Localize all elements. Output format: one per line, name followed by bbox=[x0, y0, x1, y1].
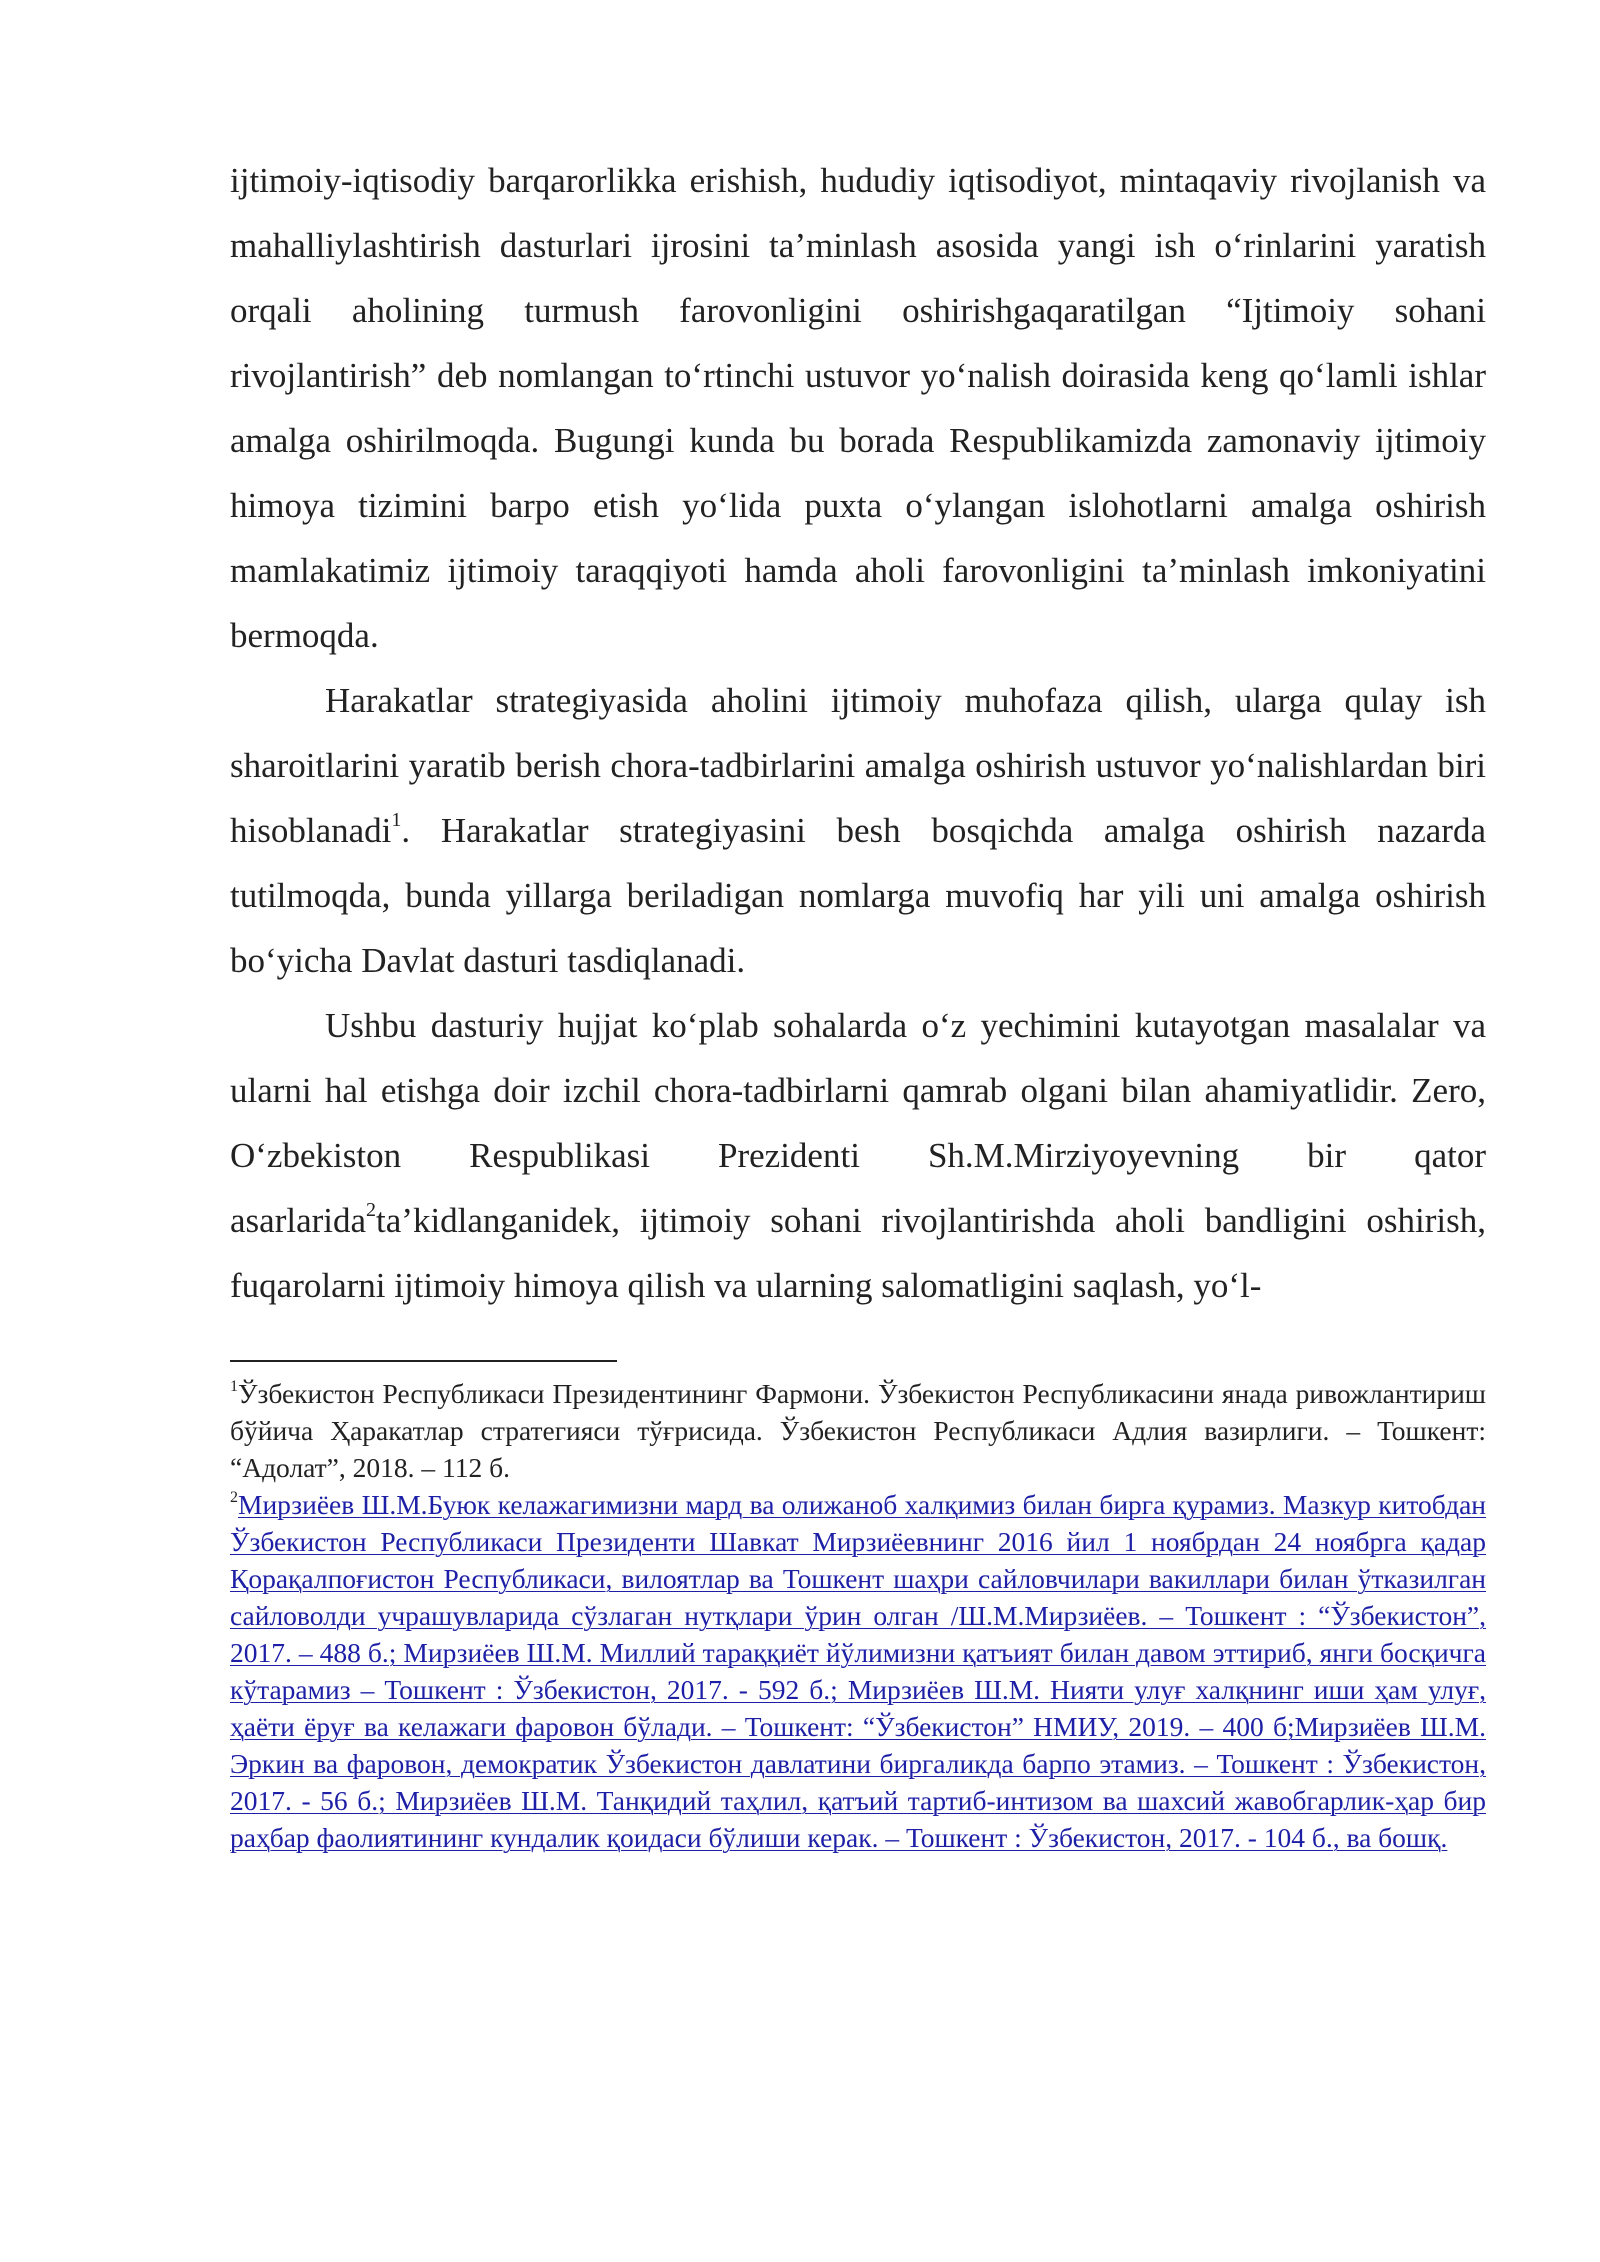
footnote-1-marker: 1 bbox=[230, 1377, 238, 1395]
paragraph-3-text-a: Ushbu dasturiy hujjat koʻplab sohalarda oʻz yechimini kutayotgan masalalar va ularni hal etishga doir izchil chora-tadbirlarni qamrab olgani bilan ahamiyatlidir. Zero, Oʻzbekiston Respublikasi Prezidenti Sh.M.Mirziyoyevning bir qator asarlarida bbox=[230, 1006, 1486, 1240]
footnote-1-text: Ўзбекистон Республикаси Президентининг Фармони. Ўзбекистон Республикасини янада ривожлантириш бўйича Ҳаракатлар стратегияси тўғрисида. Ўзбекистон Республикаси Адлия вазирлиги. – Тошкент: “Адолат”, 2018. – 112 б. bbox=[230, 1378, 1486, 1483]
footnote-2-marker: 2 bbox=[230, 1488, 238, 1506]
footnote-ref-2[interactable]: 2 bbox=[366, 1199, 377, 1222]
footnote-2-link[interactable]: Мирзиёев Ш.М.Буюк келажагимизни мард ва олижаноб халқимиз билан бирга қурамиз. Мазкур китобдан Ўзбекистон Республикаси Президенти Шавкат Мирзиёевнинг 2016 йил 1 ноябрдан 24 ноябрга қадар Қорақалпоғистон Республикаси, вилоятлар ва Тошкент шаҳри сайловчилари вакиллари билан ўтказилган сайловолди учрашувларида сўзлаган нутқлари ўрин олган /Ш.М.Мирзиёев. – Тошкент : “Ўзбекистон”, 2017. – 488 б.; Мирзиёев Ш.М. Миллий тараққиёт йўлимизни қатъият билан давом эттириб, янги босқичга кўтарамиз – Тошкент : Ўзбекистон, 2017. - 592 б.; Мирзиёев Ш.М. Нияти улуғ халқнинг иши ҳам улуғ, ҳаёти ёруғ ва келажаги фаровон бўлади. – Тошкент: “Ўзбекистон” НМИУ, 2019. – 400 б;Мирзиёев Ш.М. Эркин ва фаровон, демократик Ўзбекистон давлатини биргаликда барпо этамиз. – Тошкент : Ўзбекистон, 2017. - 56 б.; Мирзиёев Ш.М. Танқидий таҳлил, қатъий тартиб-интизом ва шахсий жавобгарлик-ҳар бир раҳбар фаолиятининг кундалик қоидаси бўлиши керак. – Тошкент : Ўзбекистон, 2017. - 104 б., ва бошқ. bbox=[230, 1489, 1486, 1853]
document-body bbox=[230, 148, 1486, 1318]
footnote-ref-1[interactable]: 1 bbox=[391, 809, 402, 832]
paragraph-3-text-b: ta’kidlanganidek, ijtimoiy sohani rivojlantirishda aholi bandligini oshirish, fuqarolarni ijtimoiy himoya qilish va ularning salomatligini saqlash, yoʻl- bbox=[230, 1201, 1486, 1305]
paragraph-1: ijtimoiy-iqtisodiy barqarorlikka erishish, hududiy iqtisodiyot, mintaqaviy rivojlanish va mahalliylashtirish dasturlari ijrosini ta’minlash asosida yangi ish oʻrinlarini yaratish orqali aholining turmush farovonligini oshirishgaqaratilgan “Ijtimoiy sohani rivojlantirish” deb nomlangan toʻrtinchi ustuvor yoʻnalish doirasida keng qoʻlamli ishlar amalga oshirilmoqda. Bugungi kunda bu borada Respublikamizda zamonaviy ijtimoiy himoya tizimini barpo etish yoʻlida puxta oʻylangan islohotlarni amalga oshirish mamlakatimiz ijtimoiy taraqqiyoti hamda aholi farovonligini ta’minlash imkoniyatini bermoqda. bbox=[230, 161, 1486, 655]
paragraph-2-text-b: . Harakatlar strategiyasini besh bosqichda amalga oshirish nazarda tutilmoqda, bunda yillarga beriladigan nomlarga muvofiq har yili uni amalga oshirish boʻyicha Davlat dasturi tasdiqlanadi. bbox=[230, 811, 1486, 980]
paragraph-3 bbox=[230, 993, 1486, 1318]
footnote-separator bbox=[230, 1360, 617, 1362]
footnote-1 bbox=[230, 1375, 1486, 1486]
footnotes bbox=[230, 1375, 1486, 1856]
paragraph-2-text-a: Harakatlar strategiyasida aholini ijtimoiy muhofaza qilish, ularga qulay ish sharoitlarini yaratib berish chora-tadbirlarini amalga oshirish ustuvor yoʻnalishlardan biri hisoblanadi bbox=[230, 681, 1486, 850]
paragraph-2 bbox=[230, 668, 1486, 993]
footnote-2 bbox=[230, 1486, 1486, 1856]
